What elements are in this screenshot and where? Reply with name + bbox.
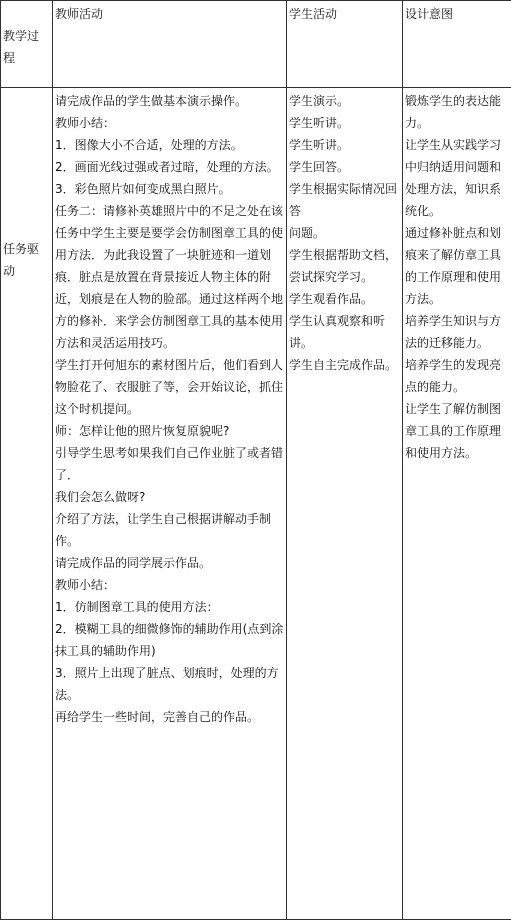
- intent-line: 让学生从实践学习中归纳适用问题和处理方法，知识系统化。: [405, 134, 509, 222]
- student-line: 学生演示。: [289, 90, 400, 112]
- student-line: 学生观看作品。: [289, 288, 400, 310]
- teacher-line: 引导学生思考如果我们自己作业脏了或者错了．: [55, 442, 284, 486]
- teacher-line: 介绍了方法，让学生自己根据讲解动手制作。: [55, 508, 284, 552]
- teacher-line: 3．照片上出现了脏点、划痕时，处理的方法。: [55, 662, 284, 706]
- intent-line: 培养学生知识与方法的迁移能力。: [405, 310, 509, 354]
- teacher-line: 1．仿制图章工具的使用方法：: [55, 596, 284, 618]
- header-teacher-activity: 教师活动: [53, 1, 287, 88]
- teacher-line: 教师小结：: [55, 112, 284, 134]
- teacher-line: 任务二：请修补英雄照片中的不足之处在该任务中学生主要是要学会仿制图章工具的使用方法．为此我设置了一块脏迹和一道划痕．脏点是放置在背景接近人物主体的附近，划痕是在人物的脸部。通过这样两个地方的修补．来学会仿制图章工具的基本使用方法和灵活运用技巧。: [55, 200, 284, 354]
- student-line: 学生回答。: [289, 156, 400, 178]
- table-header-row: [1, 1, 511, 88]
- teacher-line: 教师小结：: [55, 574, 284, 596]
- teacher-line: 请完成作品的学生做基本演示操作。: [55, 90, 284, 112]
- stage-label: 任务驱动: [3, 242, 39, 278]
- header-stage: 教学过程: [1, 1, 53, 88]
- teacher-line: 2．模糊工具的细微修饰的辅助作用(点到涂抹工具的辅助作用): [55, 618, 284, 662]
- student-line: 学生听讲。: [289, 134, 400, 156]
- table-row: [1, 88, 511, 920]
- teacher-activity-cell: [53, 88, 287, 920]
- stage-cell: [1, 88, 53, 920]
- header-design-intent: 设计意图: [403, 1, 511, 88]
- teacher-line: 师：怎样让他的照片恢复原貌呢?: [55, 420, 284, 442]
- student-line: 问题。: [289, 222, 400, 244]
- intent-line: 让学生了解仿制图章工具的工作原理和使用方法。: [405, 398, 509, 464]
- intent-line: 通过修补脏点和划痕来了解仿章工具的工作原理和使用方法。: [405, 222, 509, 310]
- teacher-line: 1．图像大小不合适，处理的方法。: [55, 134, 284, 156]
- student-line: 学生根据实际情况回答: [289, 178, 400, 222]
- teacher-line: 我们会怎么做呀?: [55, 486, 284, 508]
- intent-line: 锻炼学生的表达能力。: [405, 90, 509, 134]
- teacher-line: 3．彩色照片如何变成黑白照片。: [55, 178, 284, 200]
- teacher-line: 再给学生一些时间，完善自己的作品。: [55, 706, 284, 728]
- teacher-line: 请完成作品的同学展示作品。: [55, 552, 284, 574]
- design-intent-cell: [403, 88, 511, 920]
- intent-line: 培养学生的发现亮点的能力。: [405, 354, 509, 398]
- student-line: 学生认真观察和听讲。: [289, 310, 400, 354]
- student-activity-cell: [287, 88, 403, 920]
- student-line: 学生听讲。: [289, 112, 400, 134]
- teacher-line: 学生打开何旭东的素材图片后，他们看到人物脸花了、衣服脏了等，会开始议论，抓住这个时机提问。: [55, 354, 284, 420]
- header-student-activity: 学生活动: [287, 1, 403, 88]
- student-line: 学生自主完成作品。: [289, 354, 400, 376]
- student-line: 学生根据帮助文档，尝试探究学习。: [289, 244, 400, 288]
- teacher-line: 2．画面光线过强或者过暗，处理的方法。: [55, 156, 284, 178]
